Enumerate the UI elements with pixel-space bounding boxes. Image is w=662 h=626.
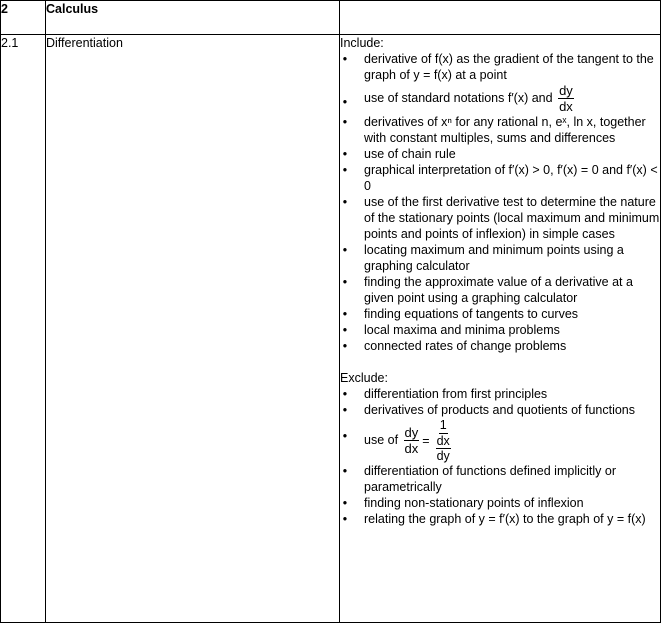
list-item-text: use of <box>364 432 399 447</box>
bullet-icon: • <box>342 195 348 209</box>
list-item-text: finding the approximate value of a derivative at a given point using a graphing calculator <box>364 275 633 305</box>
list-item <box>340 51 660 83</box>
list-item <box>340 242 660 274</box>
list-item-text: derivatives of xⁿ for any rational n, eˣ, ln x, together with constant multiples, sums and differences <box>364 115 646 145</box>
list-item-text: derivatives of products and quotients of functions <box>364 403 635 417</box>
list-item-text: locating maximum and minimum points using a graphing calculator <box>364 243 624 273</box>
subsection-topic: Differentiation <box>46 35 340 623</box>
bullet-icon: • <box>342 243 348 257</box>
list-item <box>340 418 660 463</box>
list-item-text: connected rates of change problems <box>364 339 567 353</box>
table-row <box>1 35 661 623</box>
list-item-text: differentiation of functions defined implicitly or parametrically <box>364 464 616 494</box>
list-item <box>340 322 660 338</box>
list-item-text: derivative of f(x) as the gradient of the tangent to the graph of y = f(x) at a point <box>364 52 654 82</box>
equals-sign: = <box>422 433 430 448</box>
bullet-icon: • <box>342 403 348 417</box>
list-item <box>340 495 660 511</box>
bullet-icon: • <box>342 275 348 289</box>
list-item <box>340 338 660 354</box>
list-item-text: use of standard notations f′(x) and <box>364 90 553 105</box>
fraction-numerator: dx <box>436 434 450 448</box>
list-item <box>340 463 660 495</box>
list-item-text: local maxima and minima problems <box>364 323 560 337</box>
bullet-icon: • <box>342 163 348 177</box>
list-item <box>340 511 660 527</box>
bullet-icon: • <box>342 387 348 401</box>
fraction-numerator: dy <box>404 425 419 440</box>
bullet-icon: • <box>342 464 348 478</box>
fraction-denominator: dx <box>404 441 419 456</box>
fraction-denominator: dx <box>559 99 573 114</box>
list-item <box>340 194 660 242</box>
exclude-list <box>340 386 660 527</box>
list-item-text: graphical interpretation of f′(x) > 0, f′(x) = 0 and f′(x) < 0 <box>364 163 658 193</box>
bullet-icon: • <box>342 95 348 109</box>
list-item-text: relating the graph of y = f′(x) to the graph of y = f(x) <box>364 512 646 526</box>
bullet-icon: • <box>342 52 348 66</box>
spacer <box>340 354 660 370</box>
list-item <box>340 274 660 306</box>
bullet-icon: • <box>342 307 348 321</box>
dy-dx-fraction <box>558 83 574 114</box>
list-item <box>340 306 660 322</box>
fraction-numerator: 1 <box>439 418 447 432</box>
subsection-number: 2.1 <box>1 35 46 623</box>
list-item <box>340 386 660 402</box>
dx-dy-fraction <box>436 434 451 463</box>
list-item <box>340 114 660 146</box>
list-item-text: finding non-stationary points of inflexion <box>364 496 584 510</box>
bullet-icon: • <box>342 512 348 526</box>
bullet-icon: • <box>342 115 348 129</box>
list-item-text: use of the first derivative test to determine the nature of the stationary points (local maximum and minimum points and points of inflexion) in simple cases <box>364 195 660 241</box>
list-item-text: use of chain rule <box>364 147 456 161</box>
list-item-text: differentiation from first principles <box>364 387 548 401</box>
dy-dx-fraction <box>404 425 420 456</box>
list-item <box>340 146 660 162</box>
exclude-label: Exclude: <box>340 371 388 385</box>
content-cell <box>340 35 661 623</box>
list-item-text: finding equations of tangents to curves <box>364 307 579 321</box>
bullet-icon: • <box>342 496 348 510</box>
list-item <box>340 402 660 418</box>
fraction-denominator <box>433 434 454 463</box>
section-number: 2 <box>1 1 46 35</box>
list-item <box>340 162 660 194</box>
reciprocal-fraction <box>433 418 454 463</box>
section-title: Calculus <box>46 1 340 35</box>
bullet-icon: • <box>342 429 348 443</box>
fraction-denominator: dy <box>436 449 450 463</box>
bullet-icon: • <box>342 323 348 337</box>
fraction-numerator: dy <box>559 83 573 98</box>
table-header-row <box>1 1 661 35</box>
bullet-icon: • <box>342 147 348 161</box>
include-label: Include: <box>340 36 384 50</box>
include-list <box>340 51 660 354</box>
header-empty-cell <box>340 1 661 35</box>
list-item <box>340 83 660 114</box>
bullet-icon: • <box>342 339 348 353</box>
